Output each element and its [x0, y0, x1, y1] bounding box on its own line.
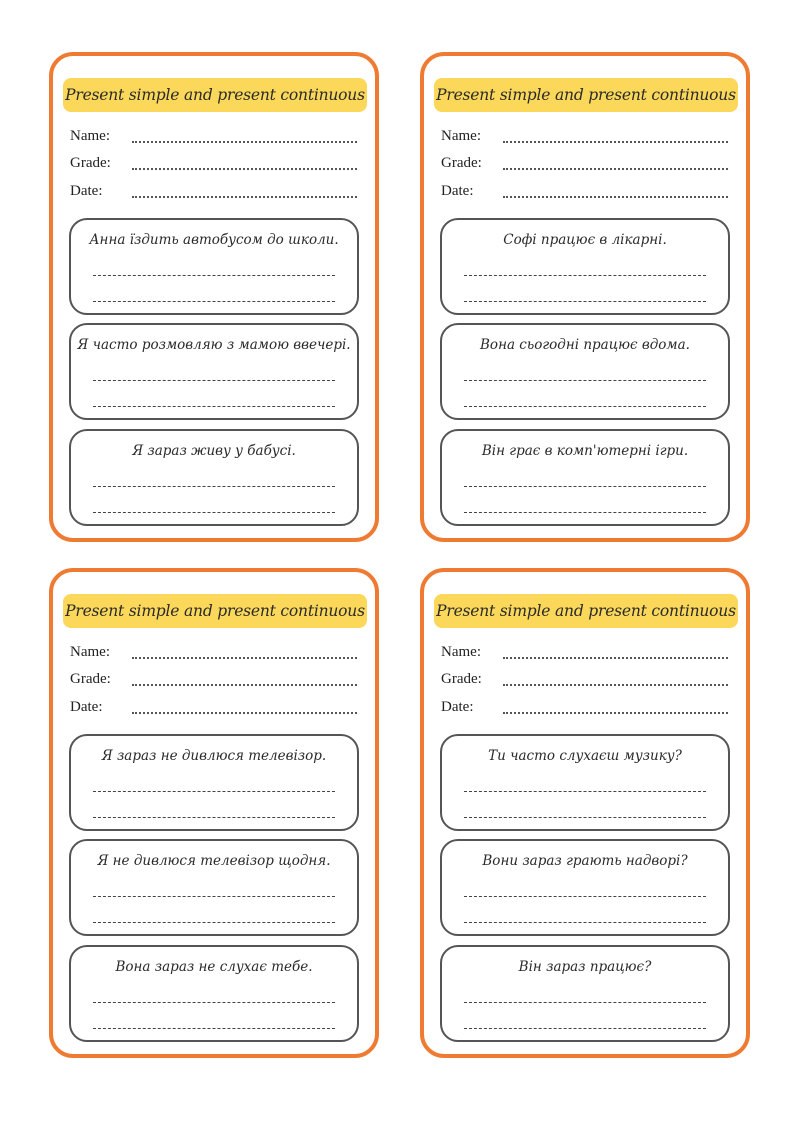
sentence-box	[440, 323, 730, 420]
grade-field[interactable]	[70, 155, 357, 175]
worksheet-card	[420, 568, 750, 1058]
name-label: Name:	[441, 644, 481, 660]
answer-line[interactable]	[93, 896, 335, 897]
answer-line[interactable]	[93, 406, 335, 407]
worksheet-card	[420, 52, 750, 542]
answer-line[interactable]	[464, 512, 706, 513]
date-line	[503, 712, 728, 714]
worksheet-card	[49, 568, 379, 1058]
date-field[interactable]	[70, 183, 357, 203]
sentence-text: Я часто розмовляю з мамою ввечері.	[77, 337, 351, 353]
date-label: Date:	[441, 699, 474, 715]
sentence-box	[440, 429, 730, 526]
grade-label: Grade:	[441, 671, 482, 687]
grade-line	[132, 168, 357, 170]
grade-line	[132, 684, 357, 686]
name-line	[503, 657, 728, 659]
answer-line[interactable]	[464, 486, 706, 487]
answer-line[interactable]	[93, 817, 335, 818]
grade-label: Grade:	[441, 155, 482, 171]
answer-line[interactable]	[464, 275, 706, 276]
answer-line[interactable]	[93, 380, 335, 381]
sentence-text: Він зараз працює?	[518, 959, 652, 975]
sentence-text: Я зараз живу у бабусі.	[132, 443, 296, 459]
answer-line[interactable]	[464, 406, 706, 407]
name-field[interactable]	[70, 644, 357, 664]
grade-label: Grade:	[70, 671, 111, 687]
answer-line[interactable]	[93, 1028, 335, 1029]
answer-line[interactable]	[93, 791, 335, 792]
answer-line[interactable]	[93, 922, 335, 923]
name-label: Name:	[70, 128, 110, 144]
answer-line[interactable]	[464, 817, 706, 818]
card-title: Present simple and present continuous	[63, 594, 367, 628]
answer-line[interactable]	[464, 301, 706, 302]
card-title: Present simple and present continuous	[434, 594, 738, 628]
name-label: Name:	[70, 644, 110, 660]
sentence-box	[440, 839, 730, 936]
name-line	[132, 141, 357, 143]
sentence-box	[69, 323, 359, 420]
sentence-text: Вони зараз грають надворі?	[482, 853, 688, 869]
date-field[interactable]	[441, 699, 728, 719]
date-label: Date:	[70, 183, 103, 199]
date-line	[132, 712, 357, 714]
date-line	[132, 196, 357, 198]
grade-field[interactable]	[441, 671, 728, 691]
name-field[interactable]	[70, 128, 357, 148]
name-field[interactable]	[441, 644, 728, 664]
answer-line[interactable]	[464, 1028, 706, 1029]
answer-line[interactable]	[464, 1002, 706, 1003]
answer-line[interactable]	[93, 275, 335, 276]
worksheet-card	[49, 52, 379, 542]
sentence-box	[69, 839, 359, 936]
name-label: Name:	[441, 128, 481, 144]
grade-field[interactable]	[70, 671, 357, 691]
sentence-box	[440, 945, 730, 1042]
grade-line	[503, 168, 728, 170]
sentence-box	[69, 734, 359, 831]
sentence-box	[69, 429, 359, 526]
sentence-text: Вона сьогодні працює вдома.	[480, 337, 690, 353]
sentence-text: Вона зараз не слухає тебе.	[115, 959, 313, 975]
answer-line[interactable]	[464, 380, 706, 381]
grade-field[interactable]	[441, 155, 728, 175]
answer-line[interactable]	[464, 896, 706, 897]
sentence-text: Софі працює в лікарні.	[503, 232, 667, 248]
card-title: Present simple and present continuous	[434, 78, 738, 112]
grade-line	[503, 684, 728, 686]
sentence-text: Я зараз не дивлюся телевізор.	[101, 748, 327, 764]
answer-line[interactable]	[464, 922, 706, 923]
answer-line[interactable]	[93, 1002, 335, 1003]
sentence-text: Ти часто слухаєш музику?	[488, 748, 682, 764]
date-label: Date:	[441, 183, 474, 199]
sentence-text: Я не дивлюся телевізор щодня.	[97, 853, 331, 869]
sentence-text: Він грає в комп'ютерні ігри.	[481, 443, 689, 459]
answer-line[interactable]	[93, 512, 335, 513]
date-field[interactable]	[441, 183, 728, 203]
date-field[interactable]	[70, 699, 357, 719]
sentence-box	[440, 218, 730, 315]
sentence-text: Анна їздить автобусом до школи.	[89, 232, 339, 248]
date-line	[503, 196, 728, 198]
name-line	[132, 657, 357, 659]
answer-line[interactable]	[93, 486, 335, 487]
sentence-box	[69, 218, 359, 315]
sentence-box	[440, 734, 730, 831]
grade-label: Grade:	[70, 155, 111, 171]
answer-line[interactable]	[464, 791, 706, 792]
name-line	[503, 141, 728, 143]
card-title: Present simple and present continuous	[63, 78, 367, 112]
name-field[interactable]	[441, 128, 728, 148]
answer-line[interactable]	[93, 301, 335, 302]
date-label: Date:	[70, 699, 103, 715]
sentence-box	[69, 945, 359, 1042]
